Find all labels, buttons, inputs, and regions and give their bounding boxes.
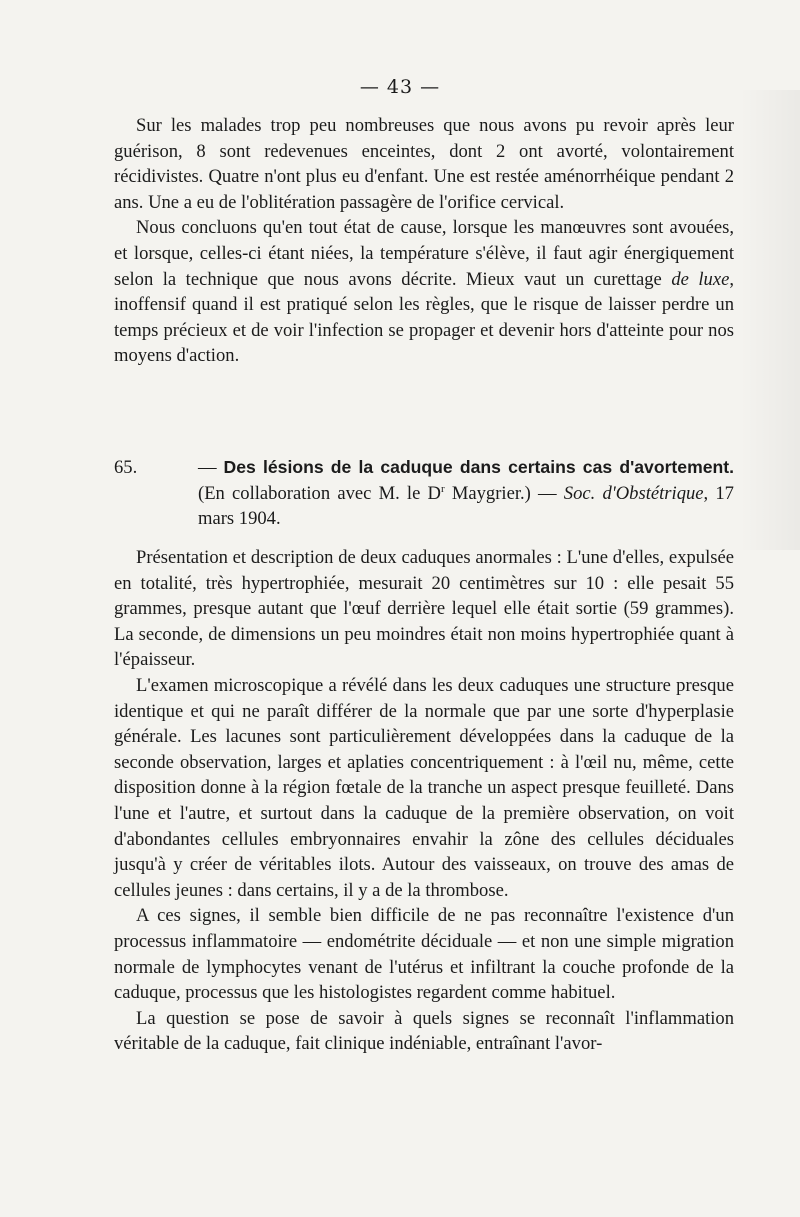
- conclusion-italic-phrase: de luxe: [671, 268, 730, 290]
- entry-body: [114, 545, 734, 1057]
- page-number: — 43 —: [359, 76, 441, 98]
- opening-section: [114, 113, 734, 369]
- description-paragraph: Présentation et description de deux caduques anormales : L'une d'elles, expulsée en totalité, très hypertrophiée, mesurait 20 centimètres sur 10 : elle pesait 55 grammes, presque autant que l'œuf derrière lequel elle était sortie (59 grammes). La seconde, de dimensions un peu moindres était non moins hypertrophiée quant à l'épaisseur.: [114, 547, 734, 671]
- entry-number: 65.: [114, 457, 138, 478]
- entry-title: Des lésions de la caduque dans certains cas d'avortement.: [223, 457, 734, 477]
- conclusion-text-start: Nous concluons qu'en tout état de cause, lorsque les manœuvres sont avouées, et lorsque, celles-ci étant niées, la température s'élève, il faut agir énergiquement selon la technique que nous avons décrite. Mieux vaut un curettage: [114, 217, 734, 290]
- entry-date: , 17 mars 1904.: [198, 482, 734, 530]
- entry-collaborator: Maygrier.) —: [444, 482, 564, 504]
- question-paragraph: La question se pose de savoir à quels signes se reconnaît l'inflammation véritable de la caduque, fait clinique indéniable, entraînant l'avor-: [114, 1007, 734, 1055]
- entry-heading: [114, 455, 734, 532]
- doctor-abbreviation-superscript: r: [440, 482, 445, 495]
- interpretation-paragraph: A ces signes, il semble bien difficile de ne pas reconnaître l'existence d'un processus inflammatoire — endométrite déciduale — et non une simple migration normale de lymphocytes venant de l'utérus et infiltrant la couche profonde de la caduque, processus que les histologistes regardent comme habituel.: [114, 905, 734, 1004]
- entry-collaboration: (En collaboration avec M. le D: [198, 482, 441, 504]
- microscopy-paragraph: L'examen microscopique a révélé dans les deux caduques une structure presque identique et qui ne paraît différer de la normale que par une sorte d'hyperplasie générale. Les lacunes sont particulièrement développées dans la caduque de la seconde observation, larges et aplaties concentriquement : à l'œil nu, même, cette disposition donne à la région fœtale de la tranche un aspect presque feuilleté. Dans l'une et l'autre, et surtout dans la caduque de la première observation, on voit d'abondantes cellules embryonnaires envahir la zône des cellules déciduales jusqu'à y créer de véritables ilots. Autour des vaisseaux, on trouve des amas de cellules jeunes : dans certains, il y a de la thrombose.: [114, 674, 734, 901]
- entry-journal: Soc. d'Obstétrique: [563, 482, 704, 504]
- conclusion-text-end: , inoffensif quand il est pratiqué selon les règles, que le risque de laisser perdre un temps précieux et de voir l'infection se propager et devenir hors d'atteinte pour nos moyens d'action.: [114, 268, 734, 367]
- entry-dash: —: [198, 457, 224, 478]
- show-through-shadow: [740, 90, 800, 550]
- bibliography-entry: [114, 455, 734, 532]
- results-paragraph: Sur les malades trop peu nombreuses que nous avons pu revoir après leur guérison, 8 sont redevenues enceintes, dont 2 ont avorté, volontairement récidivistes. Quatre n'ont plus eu d'enfant. Une est restée aménorrhéique pendant 2 ans. Une a eu de l'oblitération passagère de l'orifice cervical.: [114, 115, 734, 213]
- conclusion-paragraph: [114, 215, 734, 369]
